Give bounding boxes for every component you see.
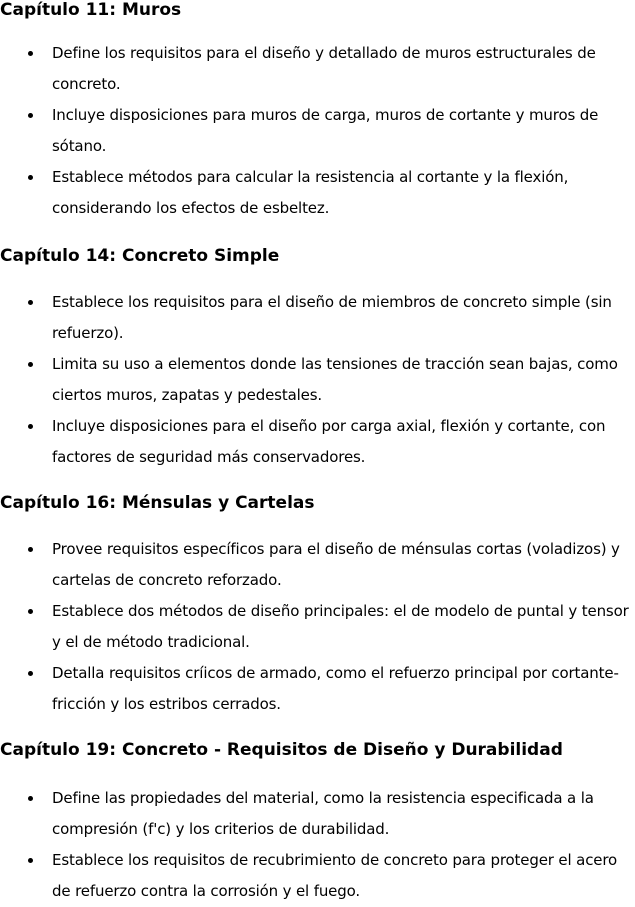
bullet-icon [28, 424, 33, 429]
list-item [0, 534, 635, 596]
bullet-list [0, 534, 635, 720]
list-item-text: Establece los requisitos de recubrimiento de concreto para proteger el acero de refuerzo contra la corrosión y el fuego. [52, 851, 618, 900]
list-item [0, 411, 635, 473]
bullet-icon [28, 858, 33, 863]
section-heading: Capítulo 19: Concreto - Requisitos de Diseño y Durabilidad [0, 740, 563, 760]
bullet-icon [28, 362, 33, 367]
section-heading: Capítulo 16: Ménsulas y Cartelas [0, 493, 315, 513]
bullet-icon [28, 175, 33, 180]
bullet-list [0, 783, 635, 907]
list-item-text: Establece los requisitos para el diseño de miembros de concreto simple (sin refuerzo). [52, 293, 612, 342]
bullet-icon [28, 671, 33, 676]
bullet-icon [28, 300, 33, 305]
bullet-icon [28, 547, 33, 552]
bullet-icon [28, 609, 33, 614]
section-muros [0, 0, 635, 217]
bullet-icon [28, 113, 33, 118]
section-durabilidad [0, 740, 635, 900]
list-item-text: Establece dos métodos de diseño principales: el de modelo de puntal y tensor y el de método tradicional. [52, 602, 629, 651]
bullet-list [0, 38, 635, 224]
section-heading: Capítulo 14: Concreto Simple [0, 246, 280, 266]
bullet-icon [28, 796, 33, 801]
list-item [0, 845, 635, 907]
list-item-text: Limita su uso a elementos donde las tensiones de tracción sean bajas, como ciertos muros, zapatas y pedestales. [52, 355, 618, 404]
list-item-text: Incluye disposiciones para muros de carga, muros de cortante y muros de sótano. [52, 106, 599, 155]
list-item-text: Define los requisitos para el diseño y detallado de muros estructurales de concreto. [52, 44, 596, 93]
section-heading: Capítulo 11: Muros [0, 0, 182, 20]
list-item-text: Detalla requisitos críicos de armado, como el refuerzo principal por cortante-fricción y los estribos cerrados. [52, 664, 619, 713]
section-mensulas [0, 493, 635, 713]
list-item [0, 596, 635, 658]
list-item [0, 100, 635, 162]
list-item [0, 349, 635, 411]
list-item-text: Provee requisitos específicos para el diseño de ménsulas cortas (voladizos) y cartelas de concreto reforzado. [52, 540, 620, 589]
list-item-text: Define las propiedades del material, como la resistencia especificada a la compresión (f'c) y los criterios de durabilidad. [52, 789, 594, 838]
list-item [0, 783, 635, 845]
section-concreto-simple [0, 246, 635, 466]
list-item-text: Incluye disposiciones para el diseño por carga axial, flexión y cortante, con factores de seguridad más conservadores. [52, 417, 606, 466]
list-item [0, 287, 635, 349]
list-item [0, 38, 635, 100]
list-item [0, 162, 635, 224]
bullet-list [0, 287, 635, 473]
bullet-icon [28, 51, 33, 56]
list-item-text: Establece métodos para calcular la resistencia al cortante y la flexión, considerando los efectos de esbeltez. [52, 168, 569, 217]
list-item [0, 658, 635, 720]
